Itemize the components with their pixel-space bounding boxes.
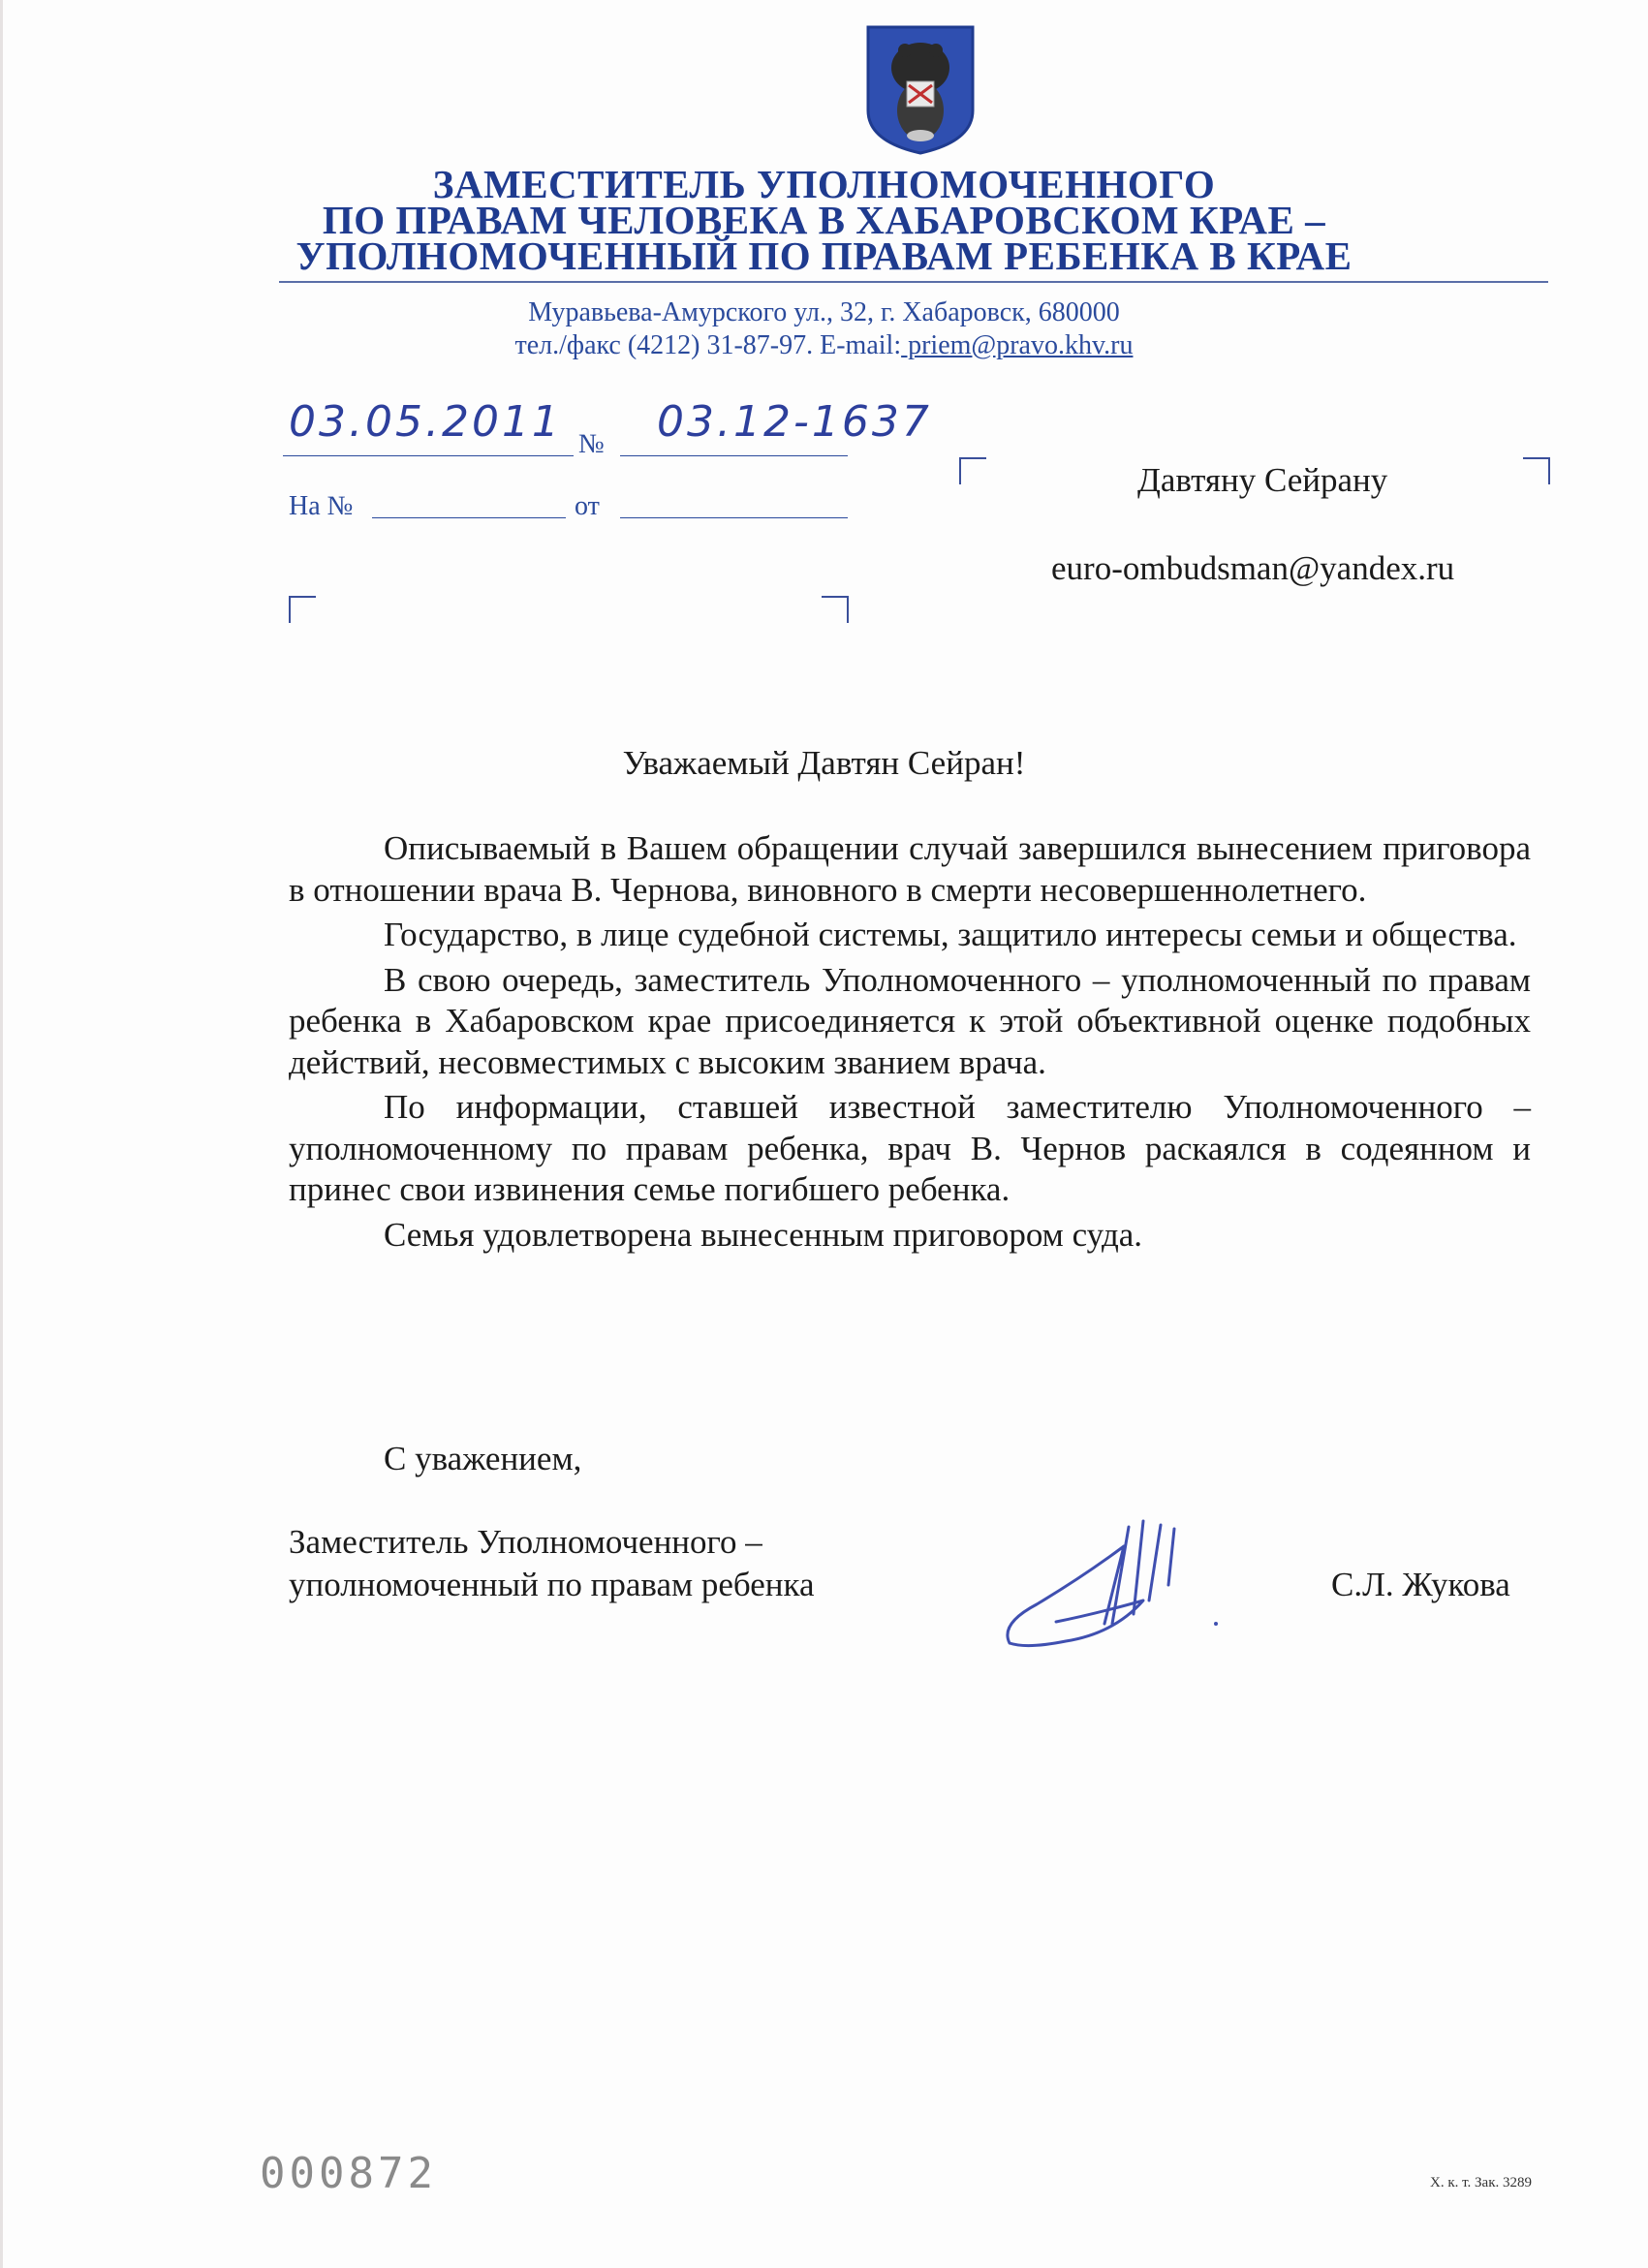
header-line-3: УПОЛНОМОЧЕННЫЙ ПО ПРАВАМ РЕБЕНКА В КРАЕ	[295, 233, 1353, 278]
address-line: Муравьева-Амурского ул., 32, г. Хабаровск, 680000	[528, 297, 1120, 327]
reference-number-label: На №	[289, 491, 354, 521]
header-line-1: ЗАМЕСТИТЕЛЬ УПОЛНОМОЧЕННОГО	[432, 162, 1216, 206]
paragraph-5: Семья удовлетворена вынесенным приговором суда.	[384, 1215, 1143, 1254]
addressee-corner-right	[1523, 457, 1550, 484]
closing: С уважением,	[384, 1440, 582, 1477]
serial-number: 000872	[260, 2149, 437, 2198]
contact-line	[0, 329, 1648, 362]
corner-mark-right	[822, 596, 849, 623]
date-underline	[283, 455, 574, 456]
recipient-name: Давтяну Сейрану	[1137, 461, 1388, 499]
header-line-2: ПО ПРАВАМ ЧЕЛОВЕКА В ХАБАРОВСКОМ КРАЕ –	[322, 198, 1326, 242]
corner-mark-left	[289, 596, 316, 623]
paragraph-2: Государство, в лице судебной системы, защитило интересы семьи и общества.	[384, 916, 1517, 953]
salutation: Уважаемый Давтян Сейран!	[622, 744, 1026, 782]
signatory-name: С.Л. Жукова	[1331, 1566, 1510, 1603]
org-email-link[interactable]: priem@pravo.khv.ru	[901, 330, 1134, 360]
reference-number-line	[372, 517, 566, 518]
phone-fax-text: тел./факс (4212) 31-87-97. E-mail:	[514, 330, 902, 360]
coat-of-arms-icon	[862, 21, 979, 157]
recipient-email: euro-ombudsman@yandex.ru	[1051, 549, 1455, 587]
signatory-title-1: Заместитель Уполномоченного –	[289, 1523, 762, 1561]
number-underline	[620, 455, 848, 456]
header-divider	[279, 281, 1548, 283]
paragraph-3: В свою очередь, заместитель Уполномоченного – уполномоченный по правам ребенка в Хабаровском крае присоединяется к этой объективной оценке подобных действий, несовместимых с высоким званием врача.	[289, 960, 1531, 1081]
letter-body	[289, 828, 1531, 1259]
reference-from-label: от	[575, 491, 600, 521]
print-code: Х. к. т. Зак. 3289	[1430, 2175, 1533, 2190]
addressee-corner-left	[959, 457, 986, 484]
paragraph-4: По информации, ставшей известной заместителю Уполномоченного – уполномоченному по правам ребенка, врач В. Чернов раскаялся в содеянном и принес свои извинения семье погибшего ребенка.	[289, 1088, 1531, 1208]
handwritten-date: 03.05.2011	[289, 397, 562, 447]
paragraph-1: Описываемый в Вашем обращении случай завершился вынесением приговора в отношении врача В. Чернова, виновного в смерти несовершеннолетнего.	[289, 829, 1531, 909]
handwritten-signature	[998, 1507, 1240, 1662]
handwritten-number: 03.12-1637	[657, 397, 932, 447]
reference-date-line	[620, 517, 848, 518]
signatory-title-2: уполномоченный по правам ребенка	[289, 1566, 815, 1603]
number-label: №	[578, 429, 605, 459]
